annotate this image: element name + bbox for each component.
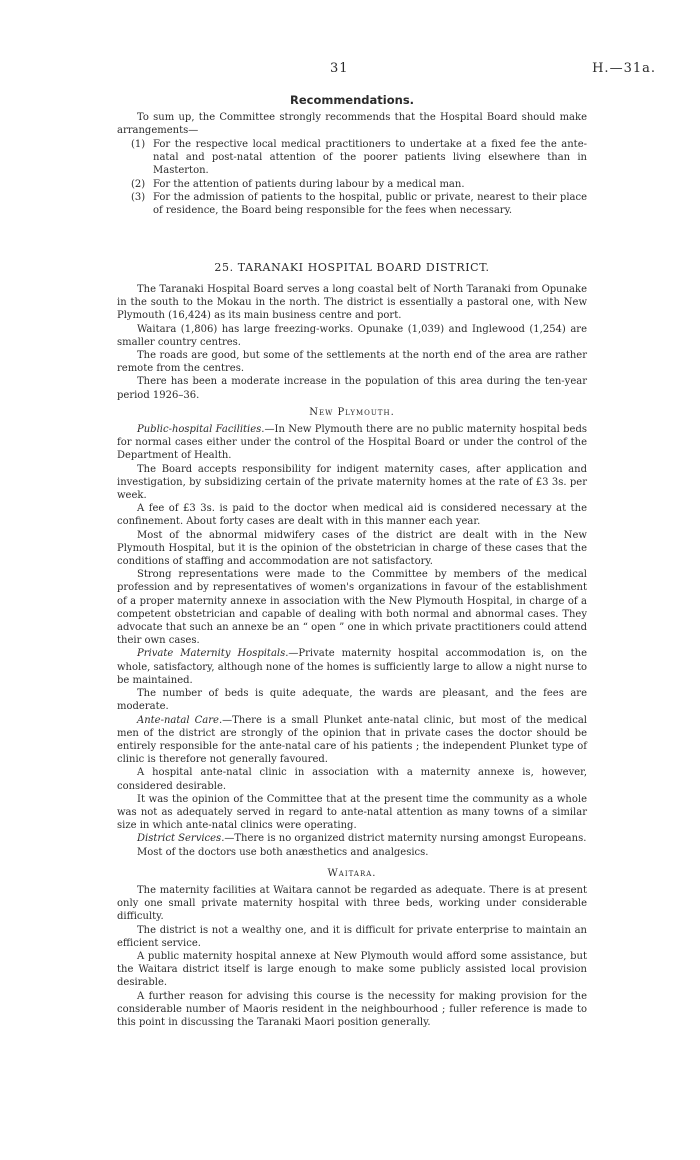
paragraph: A further reason for advising this course is the necessity for making provision for the considerable number of Maoris resident in the neighbourhood ; fuller reference is made to this point in discussing the Taranaki Maori position generally. xyxy=(117,990,587,1028)
paragraph: The maternity facilities at Waitara cannot be regarded as adequate. There is at present only one small private maternity hospital with three beds, working under considerable difficulty. xyxy=(117,884,587,923)
section-25-body xyxy=(117,283,587,1029)
paragraph: Public-hospital Facilities.—In New Plymouth there are no public maternity hospital beds for normal cases either under the control of the Hospital Board or under the control of the Department of Health. xyxy=(117,424,588,462)
paragraph: The district is not a wealthy one, and it is difficult for private enterprise to maintain an efficient service. xyxy=(117,924,587,949)
item-number: (2) xyxy=(131,178,146,190)
item-number: (3) xyxy=(131,191,146,203)
document-reference: H.—31a. xyxy=(592,61,656,76)
paragraph: A fee of £3 3s. is paid to the doctor when medical aid is considered necessary at the confinement. About forty cases are dealt with in this manner each year. xyxy=(117,503,587,528)
paragraph: District Services.—There is no organized district maternity nursing amongst Europeans. xyxy=(137,833,587,845)
item-number: (1) xyxy=(131,139,146,150)
section-25-heading: 25. TARANAKI HOSPITAL BOARD DISTRICT. xyxy=(214,261,490,274)
paragraph-label: Private Maternity Hospitals. xyxy=(137,648,289,660)
paragraph-label: Ante-natal Care. xyxy=(137,714,223,726)
paragraph: Ante-natal Care.—There is a small Plunket ante-natal clinic, but most of the medical men of the district are strongly of the opinion that in private cases the doctor should be entirely responsible for the ante-natal care of his patients ; the independent Plunket type of clinic is therefore not generally favoured. xyxy=(117,714,587,766)
paragraph: Waitara (1,806) has large freezing-works. Opunake (1,039) and Inglewood (1,254) are smaller country centres. xyxy=(117,323,587,348)
waitara-heading: Waitara. xyxy=(327,867,377,879)
item-text: For the respective local medical practitioners to undertake at a fixed fee the ante-natal and post-natal attention of the poorer patients living elsewhere than in Masterton. xyxy=(153,139,587,177)
paragraph-label: District Services. xyxy=(137,833,225,845)
paragraph: It was the opinion of the Committee that at the present time the community as a whole was not as adequately served in regard to ante-natal attention as many towns of a similar size in which ante-natal clinics were operating. xyxy=(117,793,587,832)
recommendation-item xyxy=(117,138,587,178)
item-text: For the admission of patients to the hospital, public or private, nearest to their place of residence, the Board being responsible for the fees when necessary. xyxy=(153,191,587,217)
recommendation-item xyxy=(117,191,587,217)
paragraph: A hospital ante-natal clinic in association with a maternity annexe is, however, considered desirable. xyxy=(117,767,587,792)
recommendations-list xyxy=(117,138,587,217)
paragraph: Private Maternity Hospitals.—Private maternity hospital accommodation is, on the whole, satisfactory, although none of the homes is sufficiently large to allow a night nurse to be maintained. xyxy=(117,648,587,686)
paragraph: Most of the doctors use both anæsthetics and analgesics. xyxy=(137,846,429,858)
recommendations-intro-block xyxy=(117,111,587,137)
paragraph: The number of beds is quite adequate, the wards are pleasant, and the fees are moderate. xyxy=(117,688,587,713)
item-text: For the attention of patients during labour by a medical man. xyxy=(153,178,465,190)
paragraph-label: Public-hospital Facilities. xyxy=(137,424,265,436)
page-number: 31 xyxy=(330,61,349,76)
recommendation-item xyxy=(117,178,587,191)
paragraph: The roads are good, but some of the settlements at the north end of the area are rather remote from the centres. xyxy=(117,350,587,375)
paragraph: The Taranaki Hospital Board serves a long coastal belt of North Taranaki from Opunake in the south to the Mokau in the north. The district is essentially a pastoral one, with New Plymouth (16,424) as its main business centre and port. xyxy=(117,284,587,322)
paragraph: There has been a moderate increase in the population of this area during the ten-year period 1926–36. xyxy=(117,376,587,401)
recommendations-intro: To sum up, the Committee strongly recommends that the Hospital Board should make arrangements— xyxy=(117,112,587,137)
paragraph: A public maternity hospital annexe at New Plymouth would afford some assistance, but the Waitara district itself is large enough to make some publicly assisted local provision desirable. xyxy=(117,950,587,989)
paragraph: Most of the abnormal midwifery cases of the district are dealt with in the New Plymouth Hospital, but it is the opinion of the obstetrician in charge of these cases that the conditions of staffing and accommodation are not satisfactory. xyxy=(117,529,587,568)
recommendations-heading: Recommendations. xyxy=(289,93,415,107)
paragraph: Strong representations were made to the Committee by members of the medical profession and by representatives of women's organizations in favour of the establishment of a proper maternity annexe in association with the New Plymouth Hospital, in charge of a competent obstetrician and capable of dealing with both normal and abnormal cases. They advocate that such an annexe be an “ open ” one in which private practitioners could attend their own cases. xyxy=(117,569,587,647)
new-plymouth-heading: New Plymouth. xyxy=(309,406,395,418)
paragraph: The Board accepts responsibility for indigent maternity cases, after application and investigation, by subsidizing certain of the private maternity homes at the rate of £3 3s. per week. xyxy=(117,463,587,502)
